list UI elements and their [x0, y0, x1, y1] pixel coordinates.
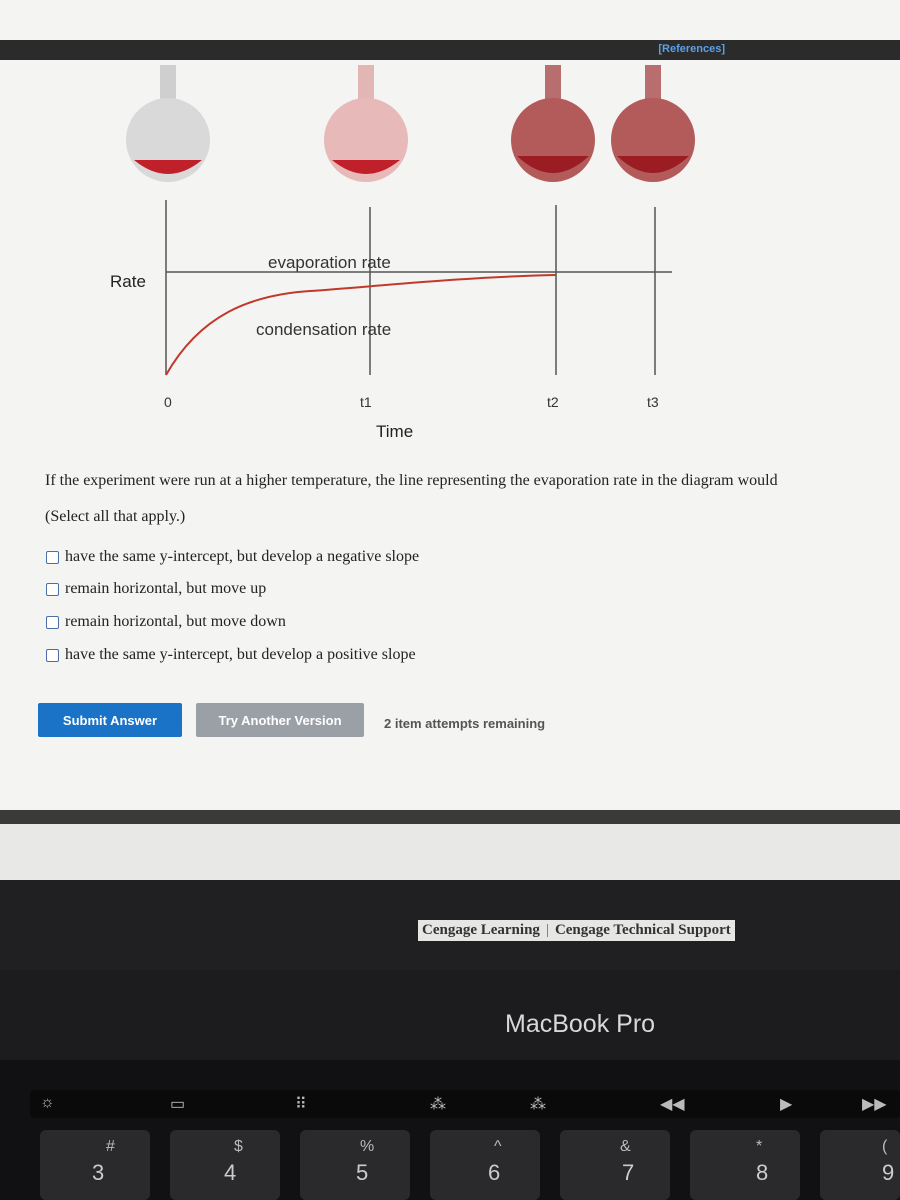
option-negative-slope[interactable] [46, 548, 419, 566]
flask-icon [605, 60, 705, 190]
keyboard-light-icon: ⁂ [430, 1096, 446, 1113]
fast-forward-icon: ▶▶ [862, 1096, 887, 1113]
flask-icon [505, 60, 605, 190]
key-digit: 3 [92, 1160, 105, 1185]
checkbox[interactable] [46, 583, 59, 596]
checkbox[interactable] [46, 551, 59, 564]
rate-graph [160, 195, 680, 395]
play-icon: ▶ [780, 1096, 793, 1113]
brightness-icon: ☼ [40, 1094, 55, 1111]
checkbox[interactable] [46, 616, 59, 629]
key-7[interactable] [560, 1130, 670, 1200]
key-digit: 9 [882, 1160, 895, 1185]
option-label: remain horizontal, but move down [65, 613, 286, 630]
cengage-support-link[interactable]: Cengage Technical Support [554, 922, 731, 938]
try-another-version-button[interactable]: Try Another Version [196, 703, 364, 737]
references-link[interactable]: [References] [658, 43, 725, 55]
tick-t1: t1 [360, 394, 372, 410]
key-digit: 8 [756, 1160, 769, 1185]
key-digit: 6 [488, 1160, 501, 1185]
key-8[interactable] [690, 1130, 800, 1200]
checkbox[interactable] [46, 649, 59, 662]
tick-t2: t2 [547, 394, 559, 410]
top-bar [0, 40, 900, 60]
option-move-up[interactable] [46, 580, 266, 598]
cengage-learning-link[interactable]: Cengage Learning [422, 922, 540, 938]
option-positive-slope[interactable] [46, 646, 416, 664]
key-symbol: # [106, 1138, 115, 1155]
key-digit: 7 [622, 1160, 635, 1185]
divider [0, 810, 900, 824]
select-all-instruction: (Select all that apply.) [45, 508, 186, 525]
footer-bar [0, 824, 900, 880]
key-symbol: & [620, 1138, 631, 1155]
evaporation-label: evaporation rate [268, 253, 391, 272]
footer-links [418, 920, 735, 941]
key-symbol: ( [882, 1138, 888, 1155]
condensation-label: condensation rate [256, 320, 392, 339]
flask-icon [120, 60, 220, 190]
submit-answer-button[interactable]: Submit Answer [38, 703, 182, 737]
device-label: MacBook Pro [505, 1010, 656, 1038]
footer-separator: | [545, 922, 549, 938]
mission-control-icon: ▭ [170, 1096, 186, 1113]
attempts-remaining: 2 item attempts remaining [384, 716, 546, 731]
key-digit: 4 [224, 1160, 237, 1185]
key-symbol: $ [234, 1138, 243, 1155]
option-label: have the same y-intercept, but develop a positive slope [65, 646, 416, 663]
option-label: have the same y-intercept, but develop a negative slope [65, 548, 420, 565]
tick-t3: t3 [647, 394, 659, 410]
tick-0: 0 [164, 394, 172, 410]
touch-bar [30, 1090, 900, 1118]
key-5[interactable] [300, 1130, 410, 1200]
question-prompt: If the experiment were run at a higher temperature, the line representing the evaporation rate in the diagram would [45, 472, 778, 489]
key-symbol: % [360, 1138, 375, 1155]
option-move-down[interactable] [46, 613, 286, 631]
rewind-icon: ◀◀ [660, 1096, 685, 1113]
flask-icon [318, 60, 418, 190]
key-6[interactable] [430, 1130, 540, 1200]
launchpad-icon: ⠿ [295, 1096, 307, 1113]
key-symbol: * [756, 1138, 763, 1155]
keyboard-light-icon: ⁂ [530, 1096, 546, 1113]
key-symbol: ^ [494, 1138, 502, 1155]
x-axis-label: Time [376, 422, 414, 441]
key-digit: 5 [356, 1160, 369, 1185]
y-axis-label: Rate [110, 272, 146, 291]
option-label: remain horizontal, but move up [65, 580, 267, 597]
